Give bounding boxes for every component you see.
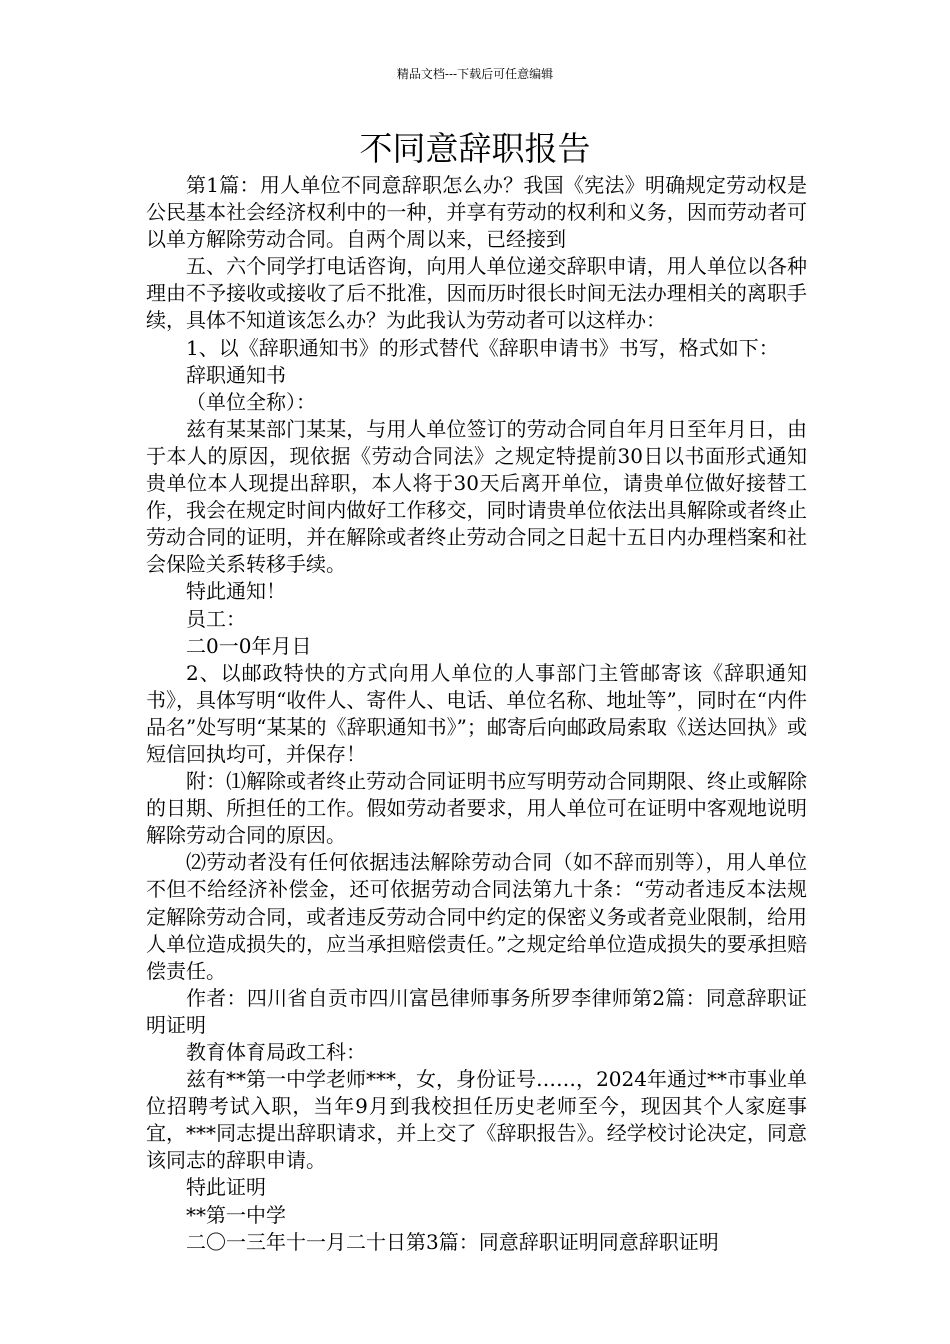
document-title: 不同意辞职报告 [359,129,591,168]
paragraph: **第一中学 [186,1202,286,1227]
paragraph: 1、以《辞职通知书》的形式替代《辞职申请书》书写，格式如下： [186,335,779,360]
document-body [146,172,807,1256]
paragraph: 兹有**第一中学老师***，女，身份证号……，2024年通过**市事业单位招聘考试入职，当年9月到我校担任历史老师至今，现因其个人家庭事宜，***同志提出辞职请求，并上交了《辞职报告》。经学校讨论决定，同意该同志的辞职申请。 [146,1067,807,1173]
paragraph: 二0一0年月日 [186,633,312,658]
paragraph: 特此证明 [186,1175,266,1200]
paragraph: （单位全称）： [186,389,316,414]
page-header: 精品文档---下载后可任意编辑 [396,67,554,81]
paragraph: 教育体育局政工科： [186,1040,366,1064]
paragraph: ⑵劳动者没有任何依据违法解除劳动合同（如不辞而别等），用人单位不但不给经济补偿金，还可依据劳动合同法第九十条：“劳动者违反本法规定解除劳动合同，或者违反劳动合同中约定的保密义务或者竞业限制，给用人单位造成损失的，应当承担赔偿责任。”之规定给单位造成损失的要承担赔偿责任。 [146,850,807,983]
paragraph: 附：⑴解除或者终止劳动合同证明书应写明劳动合同期限、终止或解除的日期、所担任的工作。假如劳动者要求，用人单位可在证明中客观地说明解除劳动合同的原因。 [146,769,807,848]
paragraph: 作者：四川省自贡市四川富邑律师事务所罗李律师第2篇：同意辞职证明证明 [146,985,807,1037]
paragraph: 特此通知！ [186,579,286,604]
paragraph: 第1篇：用人单位不同意辞职怎么办？我国《宪法》明确规定劳动权是公民基本社会经济权利中的一种，并享有劳动的权利和义务，因而劳动者可以单方解除劳动合同。自两个周以来，已经接到 [146,173,807,252]
paragraph: 兹有某某部门某某，与用人单位签订的劳动合同自年月日至年月日，由于本人的原因，现依据《劳动合同法》之规定特提前30日以书面形式通知贵单位本人现提出辞职，本人将于30天后离开单位，请贵单位做好接替工作，我会在规定时间内做好工作移交，同时请贵单位依法出具解除或者终止劳动合同的证明，并在解除或者终止劳动合同之日起十五日内办理档案和社会保险关系转移手续。 [146,416,807,577]
paragraph: 五、六个同学打电话咨询，向用人单位递交辞职申请，用人单位以各种理由不予接收或接收了后不批准，因而历时很长时间无法办理相关的离职手续，具体不知道该怎么办？为此我认为劳动者可以这样办： [146,254,807,333]
paragraph: 员工： [186,606,246,631]
paragraph: 二〇一三年十一月二十日第3篇：同意辞职证明同意辞职证明 [186,1229,719,1254]
paragraph: 2、以邮政特快的方式向用人单位的人事部门主管邮寄该《辞职通知书》，具体写明“收件人、寄件人、电话、单位名称、地址等”，同时在“内件品名”处写明“某某的《辞职通知书》”；邮寄后向邮政局索取《送达回执》或短信回执均可，并保存！ [146,660,807,766]
paragraph: 辞职通知书 [186,362,286,387]
